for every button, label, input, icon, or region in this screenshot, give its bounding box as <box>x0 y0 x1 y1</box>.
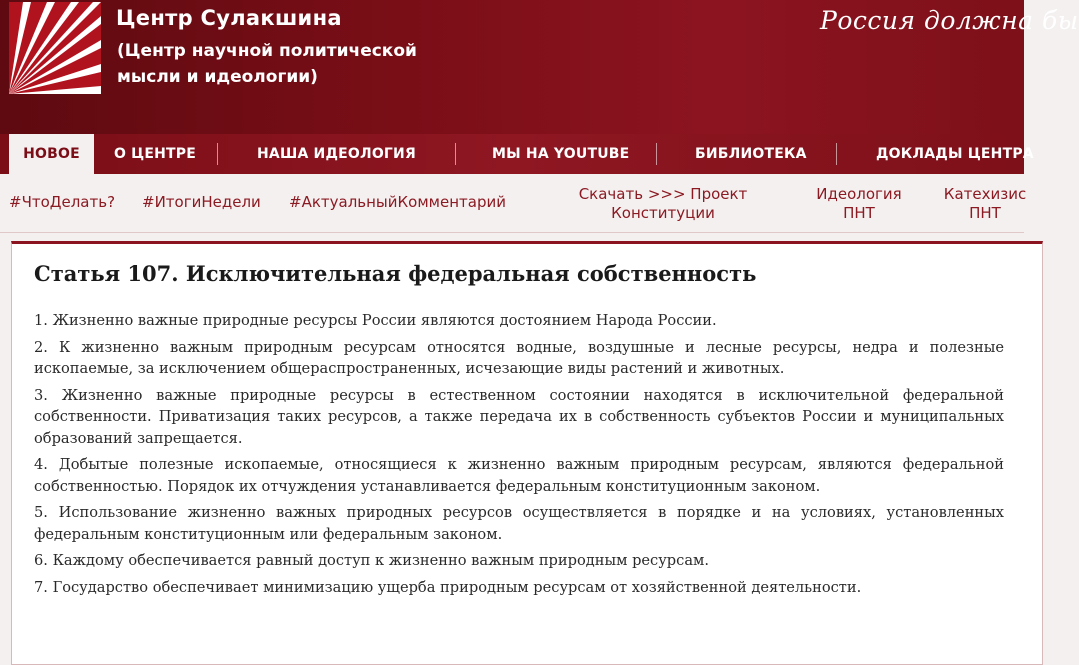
link-ideology-pnt-line2: ПНТ <box>843 204 875 222</box>
logo[interactable] <box>9 2 101 94</box>
link-download-constitution-line2: Конституции <box>611 204 715 222</box>
tag-what-to-do[interactable]: #ЧтоДелать? <box>9 193 116 211</box>
article-paragraph: 7. Государство обеспечивает минимизацию ущерба природным ресурсам от хозяйственной деятельности. <box>34 578 862 596</box>
tag-bar <box>0 174 1027 233</box>
nav-divider <box>455 143 456 165</box>
nav-item-youtube[interactable]: МЫ НА YOUTUBE <box>492 146 630 162</box>
link-download-constitution[interactable] <box>570 185 756 223</box>
article-panel <box>11 241 1043 665</box>
tag-actual-comment[interactable]: #АктуальныйКомментарий <box>289 193 506 211</box>
nav-divider <box>836 143 837 165</box>
link-catechism-pnt-line1: Катехизис <box>943 185 1027 203</box>
nav-item-library[interactable]: БИБЛИОТЕКА <box>695 146 807 162</box>
nav-item-reports[interactable]: ДОКЛАДЫ ЦЕНТРА <box>876 146 1034 162</box>
nav-item-about[interactable]: О ЦЕНТРЕ <box>114 146 197 162</box>
article-paragraph: 2. К жизненно важным природным ресурсам относятся водные, воздушные и лесные ресурсы, недра и полезные ископаемые, за исключением общераспространенных, исчезающие виды растений и животных. <box>34 338 1004 377</box>
link-catechism-pnt-line2: ПНТ <box>969 204 1001 222</box>
article-paragraph: 3. Жизненно важные природные ресурсы в естественном состоянии находятся в исключительной федеральной собственности. Приватизация таких ресурсов, а также передача их в собственность субъектов России и муниципальных образований запрещается. <box>34 386 1004 447</box>
article-title: Статья 107. Исключительная федеральная собственность <box>34 261 757 286</box>
nav-divider <box>656 143 657 165</box>
article-paragraph: 1. Жизненно важные природные ресурсы России являются достоянием Народа России. <box>34 312 717 329</box>
article-paragraph: 6. Каждому обеспечивается равный доступ к жизненно важным природным ресурсам. <box>34 552 710 569</box>
tag-week-results[interactable]: #ИтогиНедели <box>142 193 261 211</box>
site-title[interactable]: Центр Сулакшина <box>116 6 342 30</box>
article-paragraph: 5. Использование жизненно важных природных ресурсов осуществляется в порядке и на условиях, установленных федеральным конституционным или федеральным законом. <box>34 504 1004 543</box>
link-catechism-pnt[interactable] <box>935 185 1035 223</box>
nav-item-new[interactable]: НОВОЕ <box>9 134 94 174</box>
nav-divider <box>217 143 218 165</box>
site-subtitle-line1: (Центр научной политической <box>117 41 417 61</box>
site-header <box>0 0 1079 134</box>
link-download-constitution-line1: Скачать >>> Проект <box>578 185 748 203</box>
logo-rays-icon <box>9 2 101 94</box>
article-paragraph: 4. Добытые полезные ископаемые, относящиеся к жизненно важным природным ресурсам, являются федеральной собственностью. Порядок их отчуждения устанавливается федеральным конституционным законом. <box>34 456 1004 495</box>
header-slogan: Россия должна бы <box>820 6 1079 35</box>
article-body <box>34 310 1004 603</box>
main-nav <box>0 134 1034 174</box>
site-subtitle-line2: мысли и идеологии) <box>117 67 318 87</box>
link-ideology-pnt[interactable] <box>808 185 910 223</box>
nav-item-ideology[interactable]: НАША ИДЕОЛОГИЯ <box>257 146 416 162</box>
link-ideology-pnt-line1: Идеология <box>816 185 902 203</box>
